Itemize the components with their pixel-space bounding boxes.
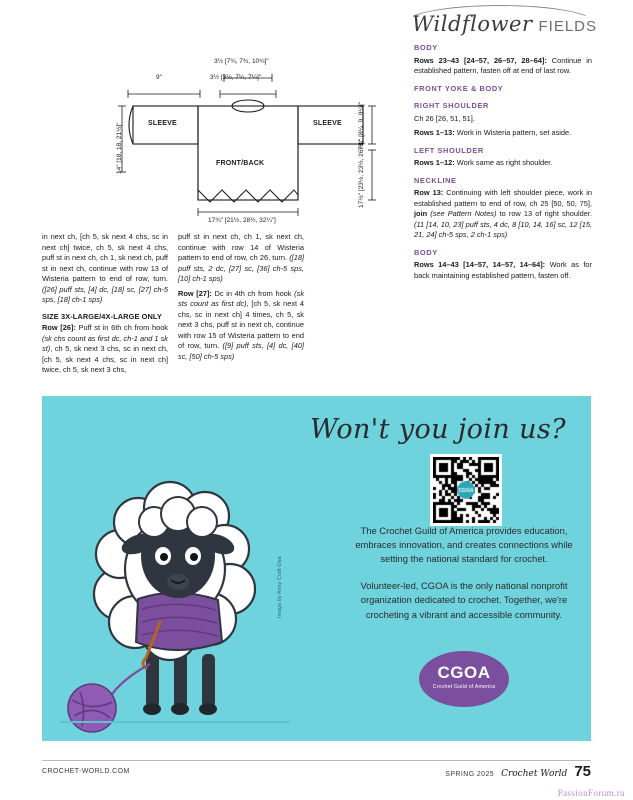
section-heading: NECKLINE	[414, 175, 457, 185]
schematic-dim-shoulder: 3½ [7¾, 7¾, 10¾]"	[214, 58, 269, 65]
schematic-dim-sleeve-width: 9"	[156, 74, 162, 81]
schematic-svg	[108, 62, 398, 227]
footer-divider	[42, 760, 591, 761]
ad-paragraph-1: The Crochet Guild of America provides education, embraces innovation, and creates connections while setting the national standard for crochet.	[355, 525, 573, 565]
schematic-sleeve-left-label: SLEEVE	[148, 120, 177, 127]
section-heading: FRONT YOKE & BODY	[414, 83, 504, 93]
cgoa-ad-panel	[42, 396, 591, 741]
ad-headline: Won't you join us?	[310, 414, 567, 445]
cgoa-logo-sub: Crochet Guild of America	[432, 684, 496, 690]
header-script-word: Wildflower	[411, 12, 533, 36]
section-heading: SIZE 3X-LARGE/4X-LARGE ONLY	[42, 311, 162, 321]
section-heading: LEFT SHOULDER	[414, 145, 484, 155]
footer-website: CROCHET-WORLD.COM	[42, 768, 130, 775]
footer-issue: SPRING 2025	[445, 771, 495, 778]
ad-paragraph-2: Volunteer-led, CGOA is the only national nonprofit organization dedicated to crochet. Together, we're crocheting a vibrant and accessible community.	[360, 580, 568, 620]
text-column-2	[178, 232, 304, 366]
schematic-dim-body-height: 17½" [23½, 23½, 26½]"	[358, 140, 365, 208]
schematic-sleeve-right-label: SLEEVE	[313, 120, 342, 127]
watermark: PassionForum.ru	[557, 788, 625, 798]
photo-credit: Image by Artsy Craft-Dea	[277, 556, 283, 618]
text-column-1	[42, 232, 168, 380]
header-plain-word: FIELDS	[538, 18, 597, 35]
body-paragraph: in next ch, [ch 5, sk next 4 chs, sc in next ch] twice, ch 5, sk next 4 chs, puff st in next ch, ch 1, sk next ch, puff st in next ch, continue with row 13 of Wisteria pattern to end of row, turn. ([26] puff sts, [4] dc, [18] sc, [27] ch-5 sps, [18] ch-1 sps)	[42, 232, 168, 305]
section-heading: BODY	[414, 247, 438, 257]
footer-page-number: 75	[574, 763, 591, 780]
footer-right-group	[445, 763, 591, 780]
qr-code[interactable]	[430, 454, 502, 526]
garment-schematic	[108, 58, 398, 227]
body-paragraph: Row [27]: Dc in 4th ch from hook (sk sts count as first dc), [ch 5, sk next 4 chs, sc in next ch] 4 times, ch 5, sk next 3 chs, puff st in next ch, continue with row 15 of Wisteria pattern to end of row, turn. ([9] puff sts, [4] dc, [40] sc, [50] ch-5 sps)	[178, 288, 305, 361]
cgoa-logo-main: CGOA	[437, 663, 491, 682]
page-header	[412, 12, 597, 36]
ad-body-text	[342, 524, 586, 635]
body-paragraph: Row [26]: Puff st in 6th ch from hook (sk chs count as first dc, ch-1 and 1 sk st), ch 5, sk next 3 chs, sc in next ch, [ch 5, sk next 4 chs, sc in next ch] twice, ch 5, sk next 3 chs,	[42, 323, 168, 375]
body-paragraph: Ch 26 [26, 51, 51].	[414, 113, 475, 123]
sheep-illustration	[50, 404, 310, 734]
body-paragraph: puff st in next ch, ch 1, sk next ch, continue with row 14 of Wisteria pattern to end of row, ch 26, turn. ([18] puff sts, 2 dc, [27] sc, [36] ch-5 sps, [10] ch-1 sps)	[178, 232, 304, 284]
section-heading: RIGHT SHOULDER	[414, 101, 489, 111]
body-paragraph: Rows 1–13: Work in Wisteria pattern, set aside.	[414, 128, 572, 138]
footer-magazine: Crochet World	[501, 769, 568, 779]
body-paragraph: Rows 14–43 [14–57, 14–57, 14–64]: Work as for back maintaining established pattern, fasten off.	[414, 260, 593, 280]
body-paragraph: Row 13: Continuing with left shoulder piece, work in established pattern to end of row, ch 25 [50, 50, 75], join (see Pattern Notes) to row 13 of right shoulder. (11 [14, 10, 23] puff sts, 4 dc, 8 [10, 14, 16] sc, 12 [15, 21, 24] ch-5 sps, 2 ch-1 sps)	[414, 188, 592, 240]
schematic-dim-body-width: 17¾" [21½, 28½, 32¼"]	[208, 217, 276, 224]
section-heading: BODY	[414, 43, 438, 52]
schematic-dim-yoke-height: 7¾" [8¼, 9, 9¼]"	[358, 102, 365, 150]
schematic-front-back-label: FRONT/BACK	[216, 160, 265, 167]
schematic-dim-neck: 3½ [3½, 7¼, 7¼]"	[210, 74, 262, 81]
body-paragraph: Rows 23–43 [24–57, 26–57, 28–64]: Continue in established pattern, fasten off at end of last row.	[414, 55, 592, 76]
body-paragraph: Rows 1–12: Work same as right shoulder.	[414, 158, 553, 168]
schematic-dim-left-height: 14" [18, 18, 21½]"	[116, 122, 123, 174]
text-column-4	[414, 36, 592, 285]
sheep-svg	[50, 404, 310, 734]
cgoa-logo	[419, 651, 509, 715]
